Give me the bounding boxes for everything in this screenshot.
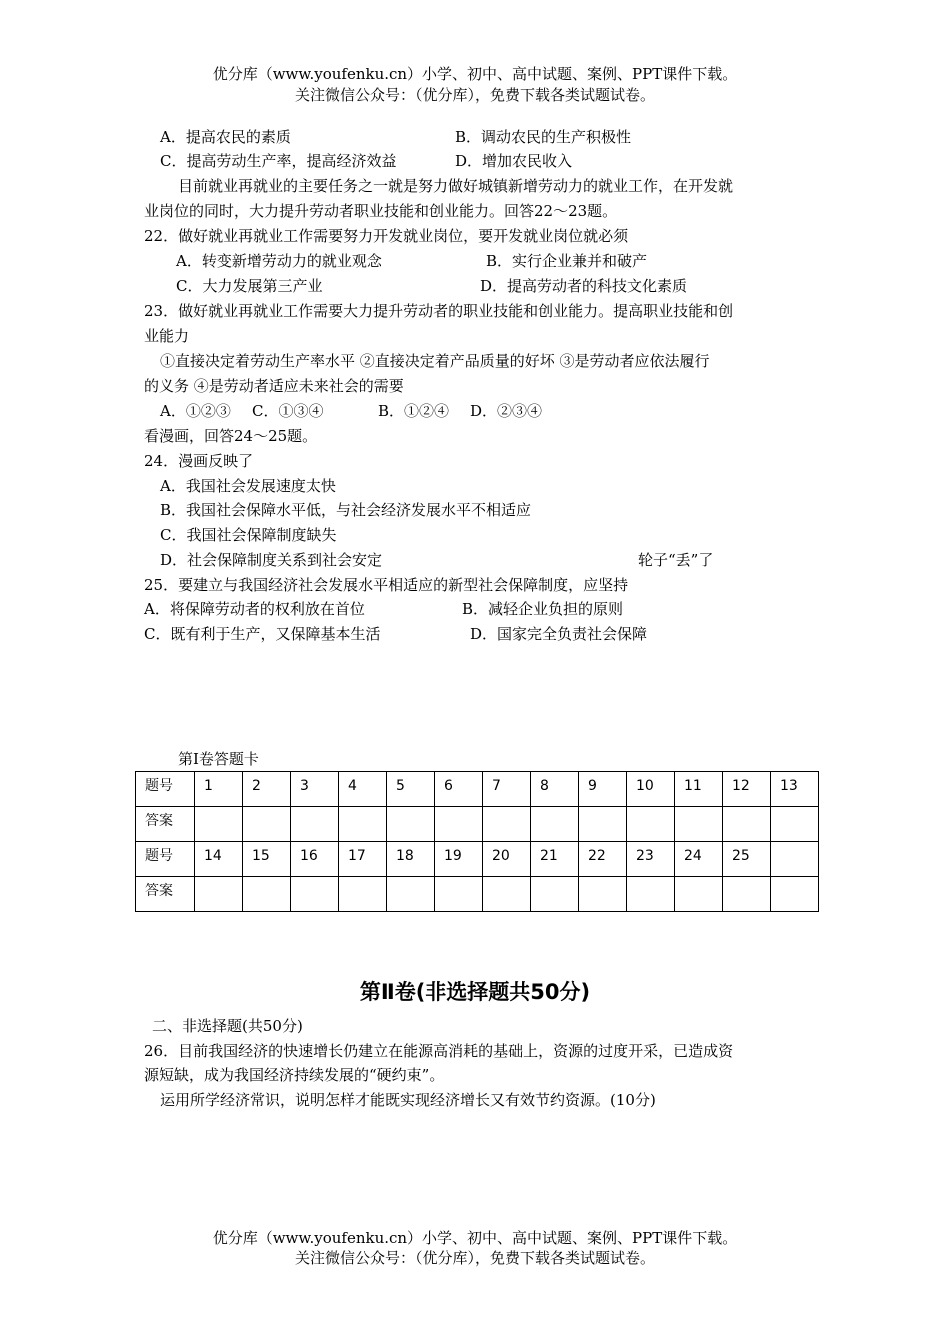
- answer-cell[interactable]: [483, 807, 531, 842]
- answer-cell[interactable]: [531, 807, 579, 842]
- question-number-label: 题号: [136, 772, 195, 807]
- q21-option-a: A．提高农民的素质: [160, 128, 291, 146]
- answer-cell[interactable]: [579, 807, 627, 842]
- answer-card-table: [135, 771, 819, 912]
- q22-option-a: A．转变新增劳动力的就业观念: [176, 252, 382, 270]
- answer-cell[interactable]: [195, 807, 243, 842]
- answer-cell[interactable]: [531, 877, 579, 912]
- q25-option-a: A．将保障劳动者的权利放在首位: [144, 600, 365, 618]
- header-line-2: 关注微信公众号：（优分库），免费下载各类试题试卷。: [294, 86, 655, 104]
- q22-option-c: C．大力发展第三产业: [176, 277, 323, 295]
- answer-cell[interactable]: [195, 877, 243, 912]
- q23-items-1: ①直接决定着劳动生产率水平 ②直接决定着产品质量的好坏 ③是劳动者应依法履行: [160, 352, 710, 370]
- question-number-cell: 1: [195, 772, 243, 807]
- question-number-cell: 20: [483, 842, 531, 877]
- q23-items-2: 的义务 ④是劳动者适应未来社会的需要: [144, 377, 404, 395]
- q24-option-b: B．我国社会保障水平低，与社会经济发展水平不相适应: [160, 501, 532, 519]
- question-number-cell: 24: [675, 842, 723, 877]
- answer-card-row: [136, 807, 819, 842]
- q25-option-b: B．减轻企业负担的原则: [462, 600, 624, 618]
- answer-cell[interactable]: [435, 877, 483, 912]
- question-number-cell: 9: [579, 772, 627, 807]
- header-line-1: 优分库（www.youfenku.cn）小学、初中、高中试题、案例、PPT课件下载。: [212, 65, 738, 83]
- question-number-cell: 21: [531, 842, 579, 877]
- question-number-cell: 22: [579, 842, 627, 877]
- footer-line-2: 关注微信公众号：（优分库），免费下载各类试题试卷。: [294, 1249, 655, 1267]
- q23-option-a: A．①②③: [160, 402, 231, 420]
- q26-line-1: 26．目前我国经济的快速增长仍建立在能源高消耗的基础上，资源的过度开采，已造成资: [144, 1042, 734, 1060]
- answer-card-row: [136, 877, 819, 912]
- question-number-cell: 4: [339, 772, 387, 807]
- question-number-cell: 18: [387, 842, 435, 877]
- q23-stem-1: 23．做好就业再就业工作需要大力提升劳动者的职业技能和创业能力。提高职业技能和创: [144, 302, 734, 320]
- q24-option-d: D．社会保障制度关系到社会安定: [160, 551, 383, 569]
- passage-line-1: 目前就业再就业的主要任务之一就是努力做好城镇新增劳动力的就业工作，在开发就: [178, 177, 734, 195]
- question-number-cell: 8: [531, 772, 579, 807]
- question-number-cell: 10: [627, 772, 675, 807]
- answer-cell[interactable]: [723, 807, 771, 842]
- question-number-cell: 23: [627, 842, 675, 877]
- cartoon-caption: 轮子“丢”了: [638, 551, 714, 569]
- answer-cell[interactable]: [627, 877, 675, 912]
- question-number-cell: 6: [435, 772, 483, 807]
- q24-option-a: A．我国社会发展速度太快: [160, 477, 336, 495]
- answer-cell[interactable]: [291, 807, 339, 842]
- answer-cell[interactable]: [243, 807, 291, 842]
- question-number-cell: 11: [675, 772, 723, 807]
- cartoon-intro: 看漫画，回答24～25题。: [144, 427, 318, 445]
- q25-option-c: C．既有利于生产，又保障基本生活: [144, 625, 381, 643]
- q25-option-d: D．国家完全负责社会保障: [470, 625, 648, 643]
- q23-option-b: B．①②④: [378, 402, 450, 420]
- answer-cell[interactable]: [771, 807, 819, 842]
- q26-line-2: 源短缺，成为我国经济持续发展的“硬约束”。: [144, 1066, 445, 1084]
- answer-cell[interactable]: [627, 807, 675, 842]
- question-number-cell: 15: [243, 842, 291, 877]
- q24-stem: 24．漫画反映了: [144, 452, 254, 470]
- q23-option-c: C．①③④: [252, 402, 324, 420]
- q24-option-c: C．我国社会保障制度缺失: [160, 526, 337, 544]
- question-number-cell: 14: [195, 842, 243, 877]
- answer-cell[interactable]: [771, 877, 819, 912]
- passage-line-2: 业岗位的同时，大力提升劳动者职业技能和创业能力。回答22～23题。: [144, 202, 618, 220]
- footer-line-1: 优分库（www.youfenku.cn）小学、初中、高中试题、案例、PPT课件下载。: [212, 1229, 738, 1247]
- answer-cell[interactable]: [675, 807, 723, 842]
- q23-option-d: D．②③④: [470, 402, 543, 420]
- answer-cell[interactable]: [387, 807, 435, 842]
- answer-cell[interactable]: [339, 877, 387, 912]
- answer-cell[interactable]: [483, 877, 531, 912]
- question-number-cell: 3: [291, 772, 339, 807]
- q21-option-b: B．调动农民的生产积极性: [455, 128, 632, 146]
- question-number-cell: 13: [771, 772, 819, 807]
- answer-card-row: [136, 842, 819, 877]
- question-number-label: 题号: [136, 842, 195, 877]
- answer-cell[interactable]: [291, 877, 339, 912]
- answer-cell[interactable]: [435, 807, 483, 842]
- question-number-cell: 2: [243, 772, 291, 807]
- question-number-cell: 25: [723, 842, 771, 877]
- question-number-cell: 19: [435, 842, 483, 877]
- answer-card-row: [136, 772, 819, 807]
- answer-cell[interactable]: [243, 877, 291, 912]
- q25-stem: 25．要建立与我国经济社会发展水平相适应的新型社会保障制度，应坚持: [144, 576, 629, 594]
- question-number-cell: 12: [723, 772, 771, 807]
- q21-option-c: C．提高劳动生产率，提高经济效益: [160, 152, 397, 170]
- answer-cell[interactable]: [387, 877, 435, 912]
- answer-cell[interactable]: [579, 877, 627, 912]
- question-number-cell: 7: [483, 772, 531, 807]
- q21-option-d: D．增加农民收入: [455, 152, 573, 170]
- q23-stem-2: 业能力: [144, 327, 190, 345]
- answer-cell[interactable]: [339, 807, 387, 842]
- question-number-cell: 5: [387, 772, 435, 807]
- answer-card-title: 第Ⅰ卷答题卡: [178, 750, 259, 768]
- question-number-cell: [771, 842, 819, 877]
- q22-option-b: B．实行企业兼并和破产: [486, 252, 648, 270]
- section2-heading: 二、非选择题(共50分): [152, 1017, 303, 1035]
- q22-option-d: D．提高劳动者的科技文化素质: [480, 277, 688, 295]
- answer-label: 答案: [136, 807, 195, 842]
- question-number-cell: 17: [339, 842, 387, 877]
- answer-label: 答案: [136, 877, 195, 912]
- q26-prompt: 运用所学经济常识，说明怎样才能既实现经济增长又有效节约资源。(10分): [160, 1091, 656, 1109]
- section2-title: 第Ⅱ卷(非选择题共50分): [359, 980, 591, 1004]
- answer-cell[interactable]: [723, 877, 771, 912]
- answer-cell[interactable]: [675, 877, 723, 912]
- question-number-cell: 16: [291, 842, 339, 877]
- q22-stem: 22．做好就业再就业工作需要努力开发就业岗位，要开发就业岗位就必须: [144, 227, 629, 245]
